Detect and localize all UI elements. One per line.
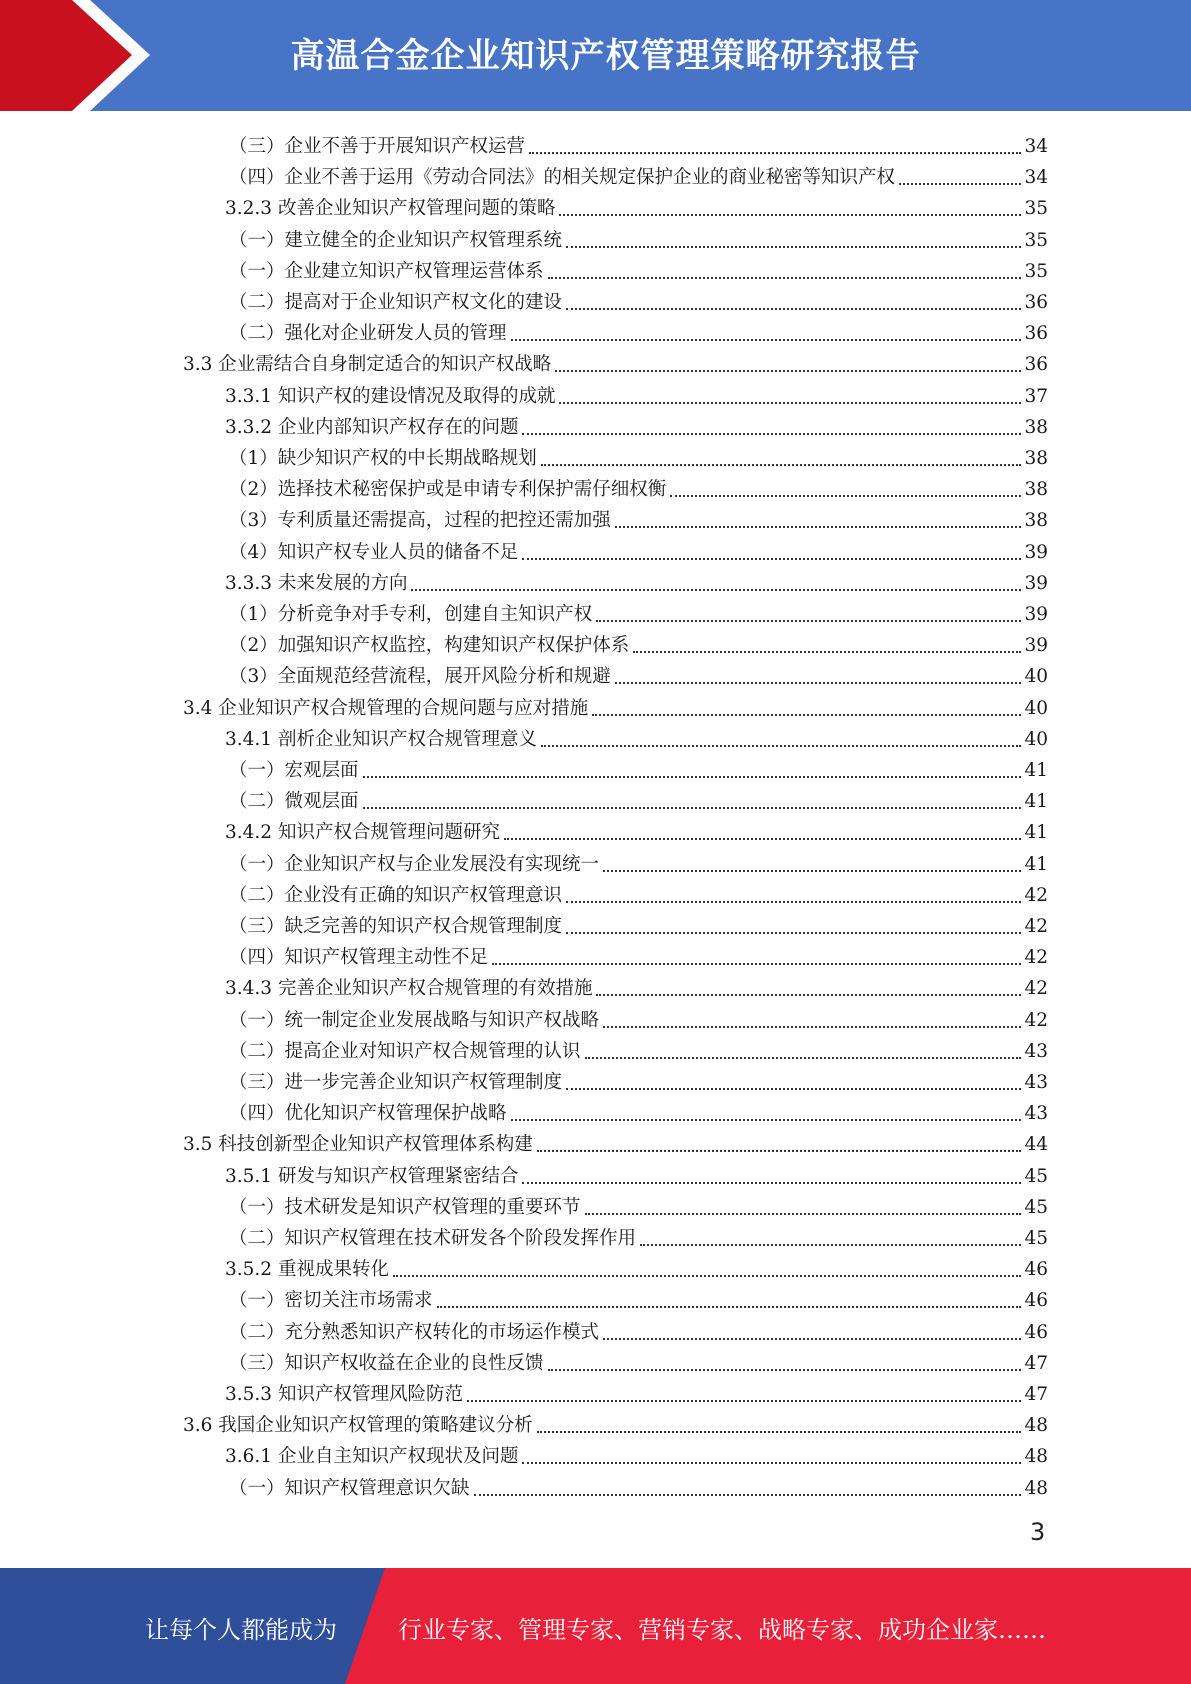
toc-entry-label: 3.2.3 改善企业知识产权管理问题的策略 [225,198,556,220]
toc-leader-dots [467,1399,1021,1402]
toc-entry[interactable] [229,1096,1048,1127]
toc-leader-dots [603,1337,1021,1340]
toc-leader-dots [603,1025,1021,1028]
toc-entry-label: 3.6 我国企业知识产权管理的策略建议分析 [183,1415,533,1437]
toc-entry-page: 39 [1024,541,1048,563]
toc-entry-label: （二）微观层面 [229,791,359,813]
toc-entry-page: 45 [1024,1228,1048,1249]
report-header [0,0,1191,111]
toc-entry[interactable] [183,691,1048,722]
toc-entry[interactable] [229,223,1048,254]
toc-leader-dots [393,1274,1021,1277]
toc-leader-dots [566,900,1021,903]
toc-entry[interactable] [183,347,1048,378]
toc-entry-label: （三）进一步完善企业知识产权管理制度 [229,1072,563,1093]
toc-entry[interactable] [225,1439,1048,1470]
toc-entry[interactable] [229,129,1048,160]
toc-entry-label: （二）充分熟悉知识产权转化的市场运作模式 [229,1321,600,1343]
toc-entry[interactable] [225,1252,1048,1283]
toc-entry[interactable] [225,722,1048,753]
toc-leader-dots [437,1305,1022,1308]
toc-entry[interactable] [229,316,1048,347]
toc-entry-label: 3.5.2 重视成果转化 [225,1259,389,1281]
toc-entry-label: （3）专利质量还需提高，过程的把控还需加强 [229,510,611,532]
toc-leader-dots [566,931,1021,934]
toc-leader-dots [511,338,1022,341]
toc-entry-page: 34 [1024,136,1048,157]
toc-leader-dots [670,494,1021,497]
toc-leader-dots [596,993,1021,996]
toc-leader-dots [363,806,1022,809]
toc-leader-dots [603,869,1021,872]
toc-leader-dots [511,1118,1022,1121]
toc-entry-label: （二）提高企业对知识产权合规管理的认识 [229,1040,581,1062]
toc-entry[interactable] [229,753,1048,784]
toc-entry[interactable] [225,815,1048,846]
toc-entry-label: （一）宏观层面 [229,760,359,781]
toc-entry-page: 38 [1024,479,1048,501]
toc-entry-label: 3.3.3 未来发展的方向 [225,572,408,594]
toc-leader-dots [522,1181,1021,1184]
toc-entry[interactable] [229,878,1048,909]
toc-leader-dots [559,401,1021,404]
toc-entry[interactable] [229,1221,1048,1252]
toc-entry-page: 41 [1024,822,1048,844]
toc-leader-dots [633,650,1021,653]
toc-entry-page: 39 [1024,572,1048,594]
toc-entry-page: 35 [1024,229,1048,251]
toc-entry-label: （四）优化知识产权管理保护战略 [229,1103,507,1125]
toc-entry-label: （三）企业不善于开展知识产权运营 [229,136,526,157]
toc-leader-dots [474,1493,1022,1496]
toc-entry-label: （二）强化对企业研发人员的管理 [229,323,507,345]
toc-leader-dots [522,1461,1021,1464]
toc-entry[interactable] [229,847,1048,878]
toc-entry-page: 36 [1024,292,1048,313]
toc-entry-label: 3.5.1 研发与知识产权管理紧密结合 [225,1165,519,1187]
toc-entry-label: （四）知识产权管理主动性不足 [229,947,489,969]
toc-leader-dots [585,1056,1022,1059]
toc-leader-dots [899,182,1021,185]
toc-leader-dots [411,588,1021,591]
toc-entry-page: 48 [1024,1446,1048,1468]
toc-entry-page: 46 [1024,1290,1048,1312]
toc-entry-label: （一）技术研发是知识产权管理的重要环节 [229,1196,581,1218]
toc-entry-page: 36 [1024,354,1048,376]
toc-leader-dots [640,1243,1021,1246]
report-title: 高温合金企业知识产权管理策略研究报告 [290,36,921,76]
toc-entry-label: （二）提高对于企业知识产权文化的建设 [229,292,563,313]
toc-leader-dots [537,1430,1022,1433]
toc-entry-page: 40 [1024,666,1048,688]
toc-leader-dots [548,1368,1022,1371]
toc-entry[interactable] [229,597,1048,628]
toc-entry[interactable] [229,628,1048,659]
toc-entry-page: 38 [1024,448,1048,469]
toc-entry-label: 3.4 企业知识产权合规管理的合规问题与应对措施 [183,697,589,719]
toc-entry-page: 47 [1024,1384,1048,1405]
toc-entry-page: 39 [1024,635,1048,657]
toc-entry-label: （1）缺少知识产权的中长期战略规划 [229,448,537,469]
toc-entry[interactable] [225,971,1048,1002]
footer-slogan-left: 让每个人都能成为 [145,1616,337,1644]
toc-entry-page: 40 [1024,697,1048,719]
toc-entry[interactable] [229,441,1048,472]
toc-leader-dots [585,1212,1022,1215]
toc-entry-page: 48 [1024,1415,1048,1437]
toc-entry-label: （一）密切关注市场需求 [229,1290,433,1312]
toc-entry[interactable] [229,1065,1048,1096]
toc-leader-dots [492,962,1021,965]
toc-entry-label: 3.4.1 剖析企业知识产权合规管理意义 [225,728,537,750]
toc-entry-label: （一）企业知识产权与企业发展没有实现统一 [229,853,600,875]
toc-leader-dots [566,245,1021,248]
toc-leader-dots [522,557,1021,560]
toc-entry-page: 41 [1024,853,1048,875]
toc-leader-dots [537,1149,1022,1152]
toc-entry[interactable] [225,1377,1048,1408]
toc-entry-label: 3.6.1 企业自主知识产权现状及问题 [225,1446,519,1468]
toc-entry-page: 42 [1024,916,1048,937]
toc-leader-dots [555,369,1021,372]
toc-entry[interactable] [229,1034,1048,1065]
toc-entry[interactable] [225,191,1048,222]
toc-entry-page: 44 [1024,1134,1048,1156]
toc-entry-label: （1）分析竞争对手专利，创建自主知识产权 [229,604,593,625]
toc-entry-page: 34 [1024,167,1048,189]
toc-entry-page: 36 [1024,323,1048,345]
toc-leader-dots [615,681,1022,684]
toc-entry[interactable] [229,1315,1048,1346]
toc-entry-label: （一）知识产权管理意识欠缺 [229,1477,470,1499]
toc-leader-dots [592,713,1021,716]
toc-leader-dots [504,837,1021,840]
toc-leader-dots [615,525,1022,528]
toc-entry-label: （2）选择技术秘密保护或是申请专利保护需仔细权衡 [229,479,667,501]
toc-entry-page: 45 [1024,1196,1048,1218]
toc-entry-label: 3.4.3 完善企业知识产权合规管理的有效措施 [225,978,593,1000]
toc-entry-page: 42 [1024,947,1048,969]
toc-entry-page: 42 [1024,1009,1048,1031]
toc-entry[interactable] [229,503,1048,534]
toc-leader-dots [566,1087,1021,1090]
toc-entry-page: 35 [1024,260,1048,282]
toc-entry-page: 35 [1024,198,1048,220]
toc-entry[interactable] [225,1159,1048,1190]
toc-entry-label: （一）企业建立知识产权管理运营体系 [229,260,544,282]
header-chevron-red [0,0,150,111]
toc-entry-page: 39 [1024,604,1048,625]
toc-entry[interactable] [225,410,1048,441]
toc-leader-dots [529,151,1021,154]
toc-entry-label: （3）全面规范经营流程，展开风险分析和规避 [229,666,611,688]
toc-entry-label: （二）知识产权管理在技术研发各个阶段发挥作用 [229,1228,637,1249]
toc-entry-page: 45 [1024,1165,1048,1187]
toc-entry-label: （三）知识产权收益在企业的良性反馈 [229,1352,544,1374]
toc-entry-label: （四）企业不善于运用《劳动合同法》的相关规定保护企业的商业秘密等知识产权 [229,167,896,189]
toc-entry-label: （2）加强知识产权监控，构建知识产权保护体系 [229,635,630,657]
toc-entry[interactable] [225,379,1048,410]
toc-entry-label: 3.4.2 知识产权合规管理问题研究 [225,822,500,844]
toc-entry-label: 3.3.1 知识产权的建设情况及取得的成就 [225,385,556,407]
toc-entry[interactable] [183,1408,1048,1439]
toc-entry[interactable] [229,472,1048,503]
toc-entry[interactable] [229,1471,1048,1502]
toc-entry-page: 43 [1024,1072,1048,1093]
toc-leader-dots [541,744,1021,747]
toc-entry[interactable] [229,1283,1048,1314]
toc-entry-page: 37 [1024,385,1048,407]
toc-entry[interactable] [229,1346,1048,1377]
page-number: 3 [1030,1518,1046,1546]
toc-entry[interactable] [229,254,1048,285]
toc-entry-page: 38 [1024,510,1048,532]
toc-entry[interactable] [229,1003,1048,1034]
toc-entry[interactable] [229,784,1048,815]
toc-entry[interactable] [229,909,1048,940]
toc-entry[interactable] [229,285,1048,316]
toc-entry-label: （4）知识产权专业人员的储备不足 [229,541,519,563]
toc-entry[interactable] [229,160,1048,191]
toc-entry-page: 46 [1024,1259,1048,1281]
toc-entry-page: 41 [1024,791,1048,813]
toc-leader-dots [363,775,1022,778]
toc-leader-dots [548,276,1022,279]
toc-leader-dots [566,307,1021,310]
toc-entry-page: 46 [1024,1321,1048,1343]
footer-slogan-right: 行业专家、管理专家、营销专家、战略专家、成功企业家…… [398,1616,1046,1644]
toc-leader-dots [559,213,1021,216]
toc-entry[interactable] [225,566,1048,597]
footer-banner [0,1568,1191,1684]
toc-leader-dots [541,463,1022,466]
toc-entry-label: （三）缺乏完善的知识产权合规管理制度 [229,916,563,937]
toc-entry-page: 43 [1024,1103,1048,1125]
toc-entry-label: （一）建立健全的企业知识产权管理系统 [229,229,563,251]
toc-entry-label: 3.5 科技创新型企业知识产权管理体系构建 [183,1134,533,1156]
toc-entry[interactable] [229,1190,1048,1221]
toc-entry-label: 3.5.3 知识产权管理风险防范 [225,1384,463,1405]
toc-entry-page: 42 [1024,978,1048,1000]
toc-entry-label: （二）企业没有正确的知识产权管理意识 [229,884,563,906]
toc-entry-page: 47 [1024,1352,1048,1374]
toc-leader-dots [522,432,1021,435]
toc-entry-page: 40 [1024,728,1048,750]
toc-leader-dots [596,619,1021,622]
toc-entry-page: 38 [1024,416,1048,438]
toc-entry-page: 41 [1024,760,1048,781]
toc-entry-page: 48 [1024,1477,1048,1499]
toc-entry[interactable] [229,535,1048,566]
toc-entry[interactable] [183,1127,1048,1158]
toc-entry[interactable] [229,940,1048,971]
toc-entry-page: 42 [1024,884,1048,906]
toc-entry-page: 43 [1024,1040,1048,1062]
toc-entry[interactable] [229,659,1048,690]
toc-entry-label: 3.3.2 企业内部知识产权存在的问题 [225,416,519,438]
toc-entry-label: （一）统一制定企业发展战略与知识产权战略 [229,1009,600,1031]
toc-entry-label: 3.3 企业需结合自身制定适合的知识产权战略 [183,354,552,376]
